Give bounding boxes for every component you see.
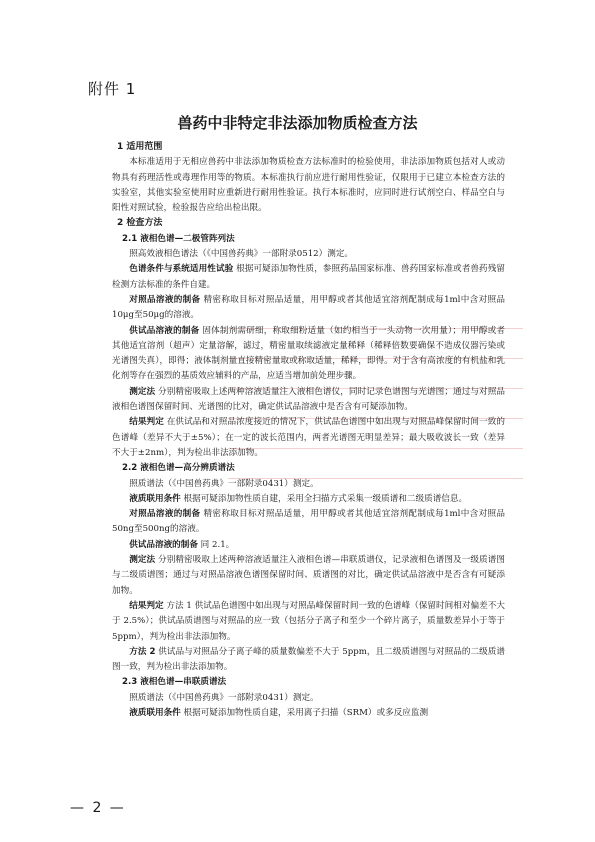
page-title: 兽药中非特定非法添加物质检查方法 xyxy=(177,114,418,132)
section-2-2-reference-prep xyxy=(112,507,505,538)
page-number: — 2 — xyxy=(70,800,126,816)
section-2-2-heading: 2.2 液相色谱—高分辨质谱法 xyxy=(122,463,235,474)
section-2-3-intro: 照质谱法（《中国兽药典》一部附录0431）测定。 xyxy=(129,692,319,703)
section-2-1-reference-prep xyxy=(112,293,505,324)
test-prep-label: 供试品溶液的制备 xyxy=(129,325,200,336)
test-prep-label: 供试品溶液的制备 xyxy=(129,539,198,550)
section-2-2-method xyxy=(112,553,505,599)
method-2-text: 供试品与对照品分子离子峰的质量数偏差不大于 5ppm，且二级质谱图与对照品的二级质谱图一致，判为检出非法添加物。 xyxy=(112,646,505,673)
ms-conditions-text: 根据可疑添加物性质自建，采用离子扫描（SRM）或多反应监测 xyxy=(180,707,429,718)
method-2-label: 方法 2 xyxy=(129,646,156,657)
section-2-1-method xyxy=(112,385,505,416)
test-prep-text: 固体制剂需研细，称取细粉适量（如约相当于一头动物一次用量）；用甲醇或者其他适宜溶剂（超声）定量溶解，滤过，精密量取续滤液定量稀释（稀释倍数要确保不造成仪器污染或光谱图失真），即得；液体制剂量直接精密量取或称取适量，稀释，即得。对于含有高浓度的有机盐和乳化剂等存在强烈的基质效应辅料的产品，应适当增加前处理步骤。 xyxy=(112,325,505,382)
result-label: 结果判定 xyxy=(129,600,164,611)
ms-conditions-text: 根据可疑添加物性质自建，采用全扫描方式采集一级质谱和二级质谱信息。 xyxy=(180,493,468,504)
result-text: 在供试品和对照品浓度接近的情况下，供试品色谱图中如出现与对照品峰保留时间一致的色谱峰（差异不大于±5%）；在一定的波长范围内，两者光谱图无明显差异；最大吸收波长一致（差异不大于±2nm），判为检出非法添加物。 xyxy=(112,417,505,458)
method-text: 分别精密吸取上述两种溶液适量注入液相色谱—串联质谱仪，记录液相色谱图及一级质谱图与二级质谱图；通过与对照品溶液色谱图保留时间、质谱图的对比，确定供试品溶液中是否含有可疑添加物。 xyxy=(112,555,505,596)
ms-conditions-label: 液质联用条件 xyxy=(129,493,181,504)
section-2-3-heading: 2.3 液相色谱—串联质谱法 xyxy=(122,677,227,688)
test-prep-text: 同 2.1。 xyxy=(197,539,235,550)
section-2-1-test-prep xyxy=(112,324,505,385)
section-2-2-intro: 照质谱法（《中国兽药典》一部附录0431）测定。 xyxy=(129,478,319,489)
reference-prep-text: 精密称取目标对照品适量，用甲醇或者其他适宜溶剂配制成每1ml中含对照品50ng至500ng的溶液。 xyxy=(112,509,505,535)
section-2-3-ms-conditions xyxy=(112,706,505,721)
section-2-heading: 2 检查方法 xyxy=(117,218,163,229)
section-2-2-method-2 xyxy=(112,645,505,676)
result-label: 结果判定 xyxy=(129,417,164,428)
section-2-1-conditions xyxy=(112,262,505,293)
section-2-2-result xyxy=(112,599,505,645)
conditions-label: 色谱条件与系统适用性试验 xyxy=(129,264,234,275)
result-text: 方法 1 供试品色谱图中如出现与对照品峰保留时间一致的色谱峰（保留时间相对偏差不大于 2.5%）；供试品质谱图与对照品的应一致（包括分子离子和至少一个碎片离子，质量数差异小于等于 5ppm），判为检出非法添加物。 xyxy=(112,600,505,642)
reference-prep-text: 精密称取目标对照品适量，用甲醇或者其他适宜溶剂配制成每1ml中含对照品10μg至50μg的溶液。 xyxy=(112,294,505,321)
section-1-heading: 1 适用范围 xyxy=(117,142,163,152)
method-text: 分别精密吸取上述两种溶液适量注入液相色谱仪，同时记录色谱图与光谱图；通过与对照品液相色谱图保留时间、光谱图的比对，确定供试品溶液中是否含有可疑添加物。 xyxy=(112,386,505,413)
method-label: 测定法 xyxy=(129,555,156,566)
ms-conditions-label: 液质联用条件 xyxy=(129,707,181,718)
section-2-1-intro: 照高效液相色谱法（《中国兽药典》一部附录0512）测定。 xyxy=(129,249,354,260)
section-2-2-ms-conditions xyxy=(112,492,505,507)
section-2-2-test-prep xyxy=(112,538,505,553)
reference-prep-label: 对照品溶液的制备 xyxy=(129,294,201,305)
section-2-1-heading: 2.1 液相色谱—二极管阵列法 xyxy=(122,233,235,244)
section-1-text: 本标准适用于无相应兽药中非法添加物质检查方法标准时的检验使用，非法添加物质包括对人或动物具有药理活性或毒理作用等的物质。本标准执行前应进行耐用性验证，仅限用于已建立本检查方法的实验室，其他实验室使用时应重新进行耐用性验证。执行本标准时，应同时进行试剂空白、样品空白与阳性对照试验，检验报告应给出检出限。 xyxy=(112,157,505,214)
method-label: 测定法 xyxy=(129,386,156,397)
document-body xyxy=(112,140,505,721)
attachment-label: 附件 1 xyxy=(88,80,137,98)
conditions-text: 根据可疑添加物性质，参照药品国家标准、兽药国家标准或者兽药残留检测方法标准的条件自建。 xyxy=(112,264,505,290)
reference-prep-label: 对照品溶液的制备 xyxy=(129,509,201,520)
section-2-1-result xyxy=(112,415,505,461)
